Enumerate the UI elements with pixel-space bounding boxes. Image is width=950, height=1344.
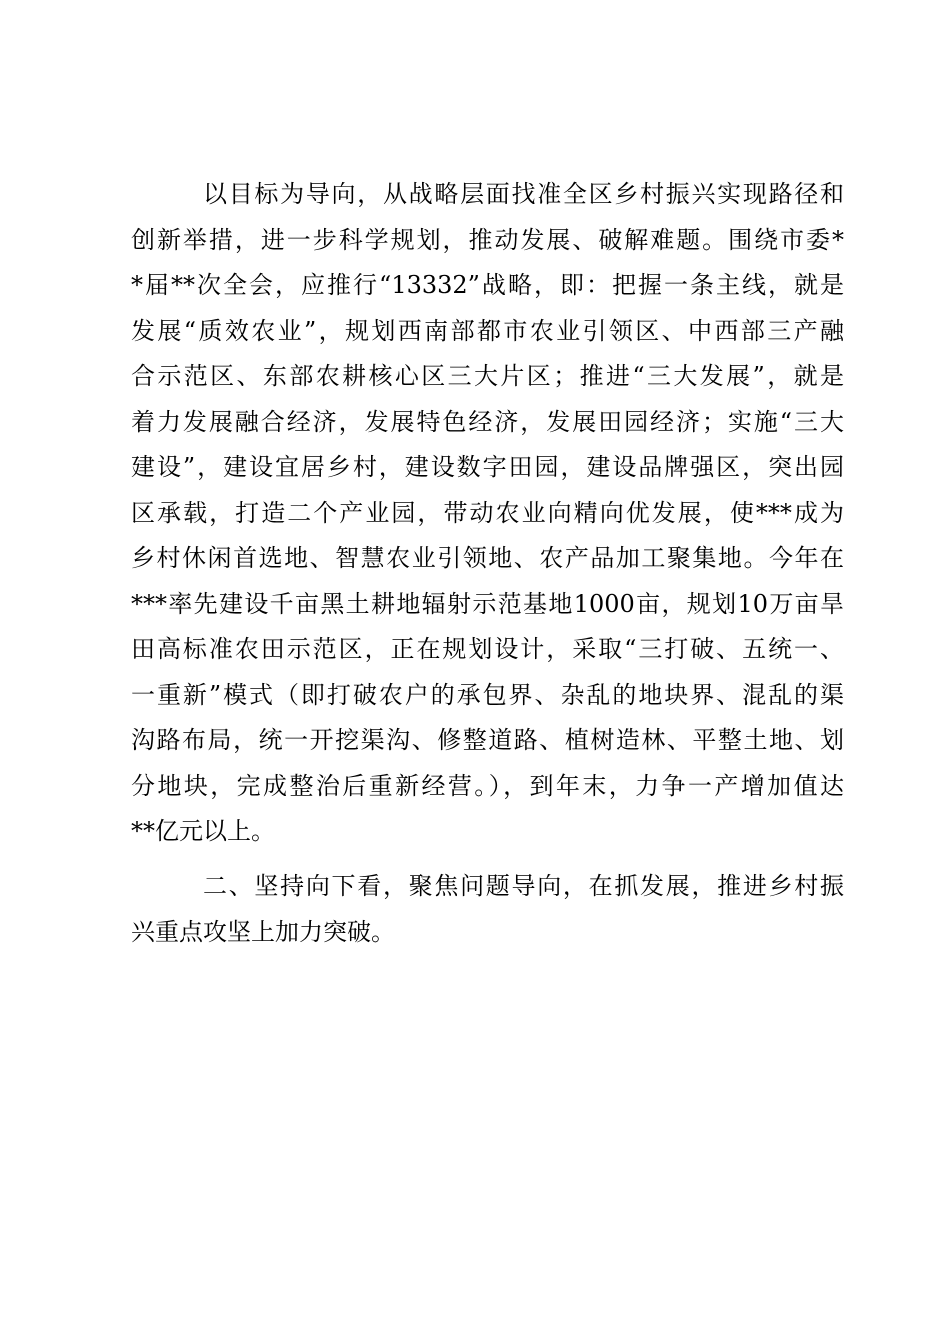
text-line: 分地块，完成整治后重新经营。），到年末，力争一产增加值达 [131, 771, 844, 800]
text-line: 创新举措，进一步科学规划，推动发展、破解难题。围绕市委* [131, 225, 844, 254]
text-line: 乡村休闲首选地、智慧农业引领地、农产品加工聚集地。今年在 [131, 544, 844, 572]
paragraph-section-heading [131, 864, 844, 955]
paragraph-strategy [131, 172, 844, 855]
text-line: 着力发展融合经济，发展特色经济，发展田园经济；实施“三大 [131, 407, 844, 436]
text-line: 区承载，打造二个产业园，带动农业向精向优发展，使***成为 [131, 498, 844, 527]
text-line: 发展“质效农业”，规划西南部都市农业引领区、中西部三产融 [131, 316, 844, 345]
text-line: 兴重点攻坚上加力突破。 [131, 917, 395, 946]
text-line: *届**次全会，应推行“13332”战略，即：把握一条主线，就是 [131, 271, 844, 299]
text-line: 合示范区、东部农耕核心区三大片区；推进“三大发展”，就是 [131, 362, 844, 390]
text-line: ***率先建设千亩黑土耕地辐射示范基地1000亩，规划10万亩旱 [131, 589, 844, 618]
text-line: 沟路布局，统一开挖渠沟、修整道路、植树造林、平整土地、划 [131, 726, 844, 754]
text-line: 二、坚持向下看，聚焦问题导向，在抓发展，推进乡村振 [203, 872, 844, 900]
text-line: 以目标为导向，从战略层面找准全区乡村振兴实现路径和 [203, 180, 844, 208]
text-line: **亿元以上。 [131, 817, 275, 845]
text-line: 一重新”模式（即打破农户的承包界、杂乱的地块界、混乱的渠 [131, 680, 844, 709]
text-line: 田高标准农田示范区，正在规划设计，采取“三打破、五统一、 [131, 635, 844, 663]
text-line: 建设”，建设宜居乡村，建设数字田园，建设品牌强区，突出园 [131, 453, 844, 481]
